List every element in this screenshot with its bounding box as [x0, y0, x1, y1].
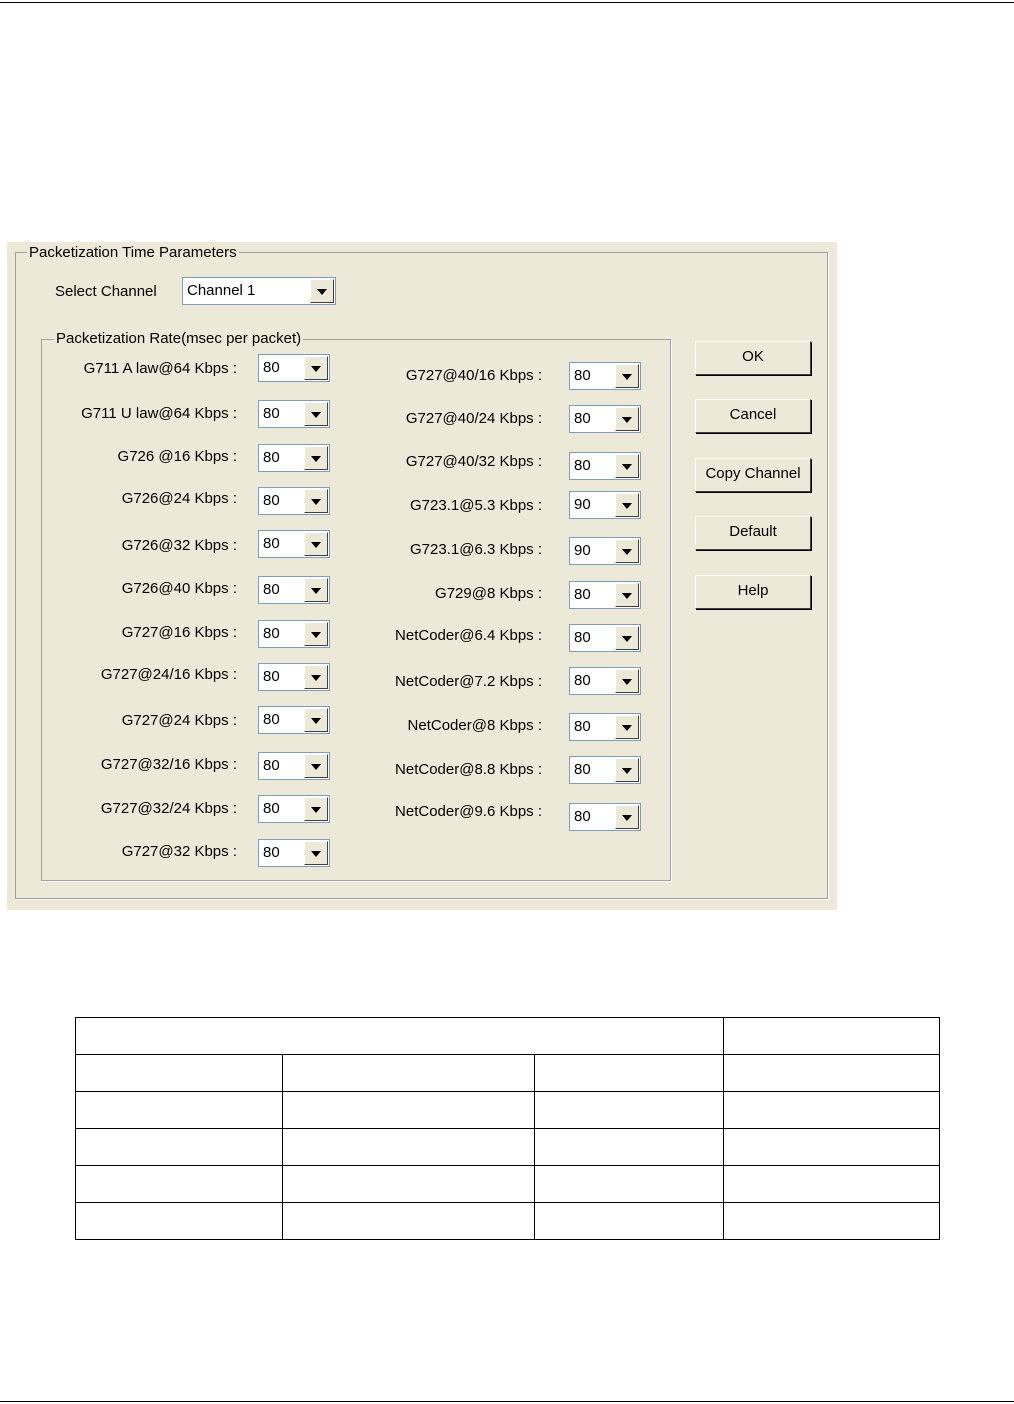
- chevron-down-icon[interactable]: [304, 665, 328, 689]
- packet-rate-value: 80: [574, 761, 591, 778]
- table-row: [76, 1055, 940, 1092]
- packet-rate-value: 80: [574, 808, 591, 825]
- help-button[interactable]: Help: [695, 575, 811, 609]
- table-row: [76, 1018, 940, 1055]
- packet-rate-value: 80: [574, 672, 591, 689]
- packet-rate-value: 80: [574, 410, 591, 427]
- select-channel-dropdown[interactable]: [182, 277, 336, 305]
- chevron-down-icon[interactable]: [304, 754, 328, 778]
- packet-rate-value: 80: [263, 492, 280, 509]
- table-cell: [76, 1166, 283, 1203]
- table-cell: [283, 1203, 535, 1240]
- codec-label: G727@32/16 Kbps :: [100, 756, 237, 773]
- codec-label: G726@40 Kbps :: [121, 580, 237, 597]
- default-button[interactable]: Default: [695, 516, 811, 550]
- chevron-down-icon[interactable]: [615, 539, 639, 563]
- chevron-down-icon[interactable]: [615, 454, 639, 478]
- select-channel-value: Channel 1: [187, 282, 256, 299]
- codec-label: G727@40/24 Kbps :: [405, 410, 542, 427]
- table-row: [76, 1203, 940, 1240]
- packet-rate-value: 90: [574, 496, 591, 513]
- codec-label: G727@24 Kbps :: [121, 712, 237, 729]
- codec-label: G727@32/24 Kbps :: [100, 800, 237, 817]
- packet-rate-dropdown[interactable]: [258, 576, 330, 604]
- codec-label: NetCoder@8.8 Kbps :: [395, 761, 542, 778]
- packet-rate-dropdown[interactable]: [569, 624, 641, 652]
- copy-channel-button[interactable]: Copy Channel: [695, 458, 811, 492]
- table-cell: [724, 1055, 940, 1092]
- chevron-down-icon[interactable]: [304, 532, 328, 556]
- packetization-dialog: [7, 242, 837, 910]
- codec-label: G727@24/16 Kbps :: [100, 666, 237, 683]
- packet-rate-value: 80: [263, 405, 280, 422]
- chevron-down-icon[interactable]: [304, 402, 328, 426]
- table-cell: [76, 1055, 283, 1092]
- codec-label: NetCoder@7.2 Kbps :: [395, 673, 542, 690]
- codec-label: NetCoder@9.6 Kbps :: [395, 803, 542, 820]
- chevron-down-icon[interactable]: [304, 578, 328, 602]
- packet-rate-dropdown[interactable]: [569, 667, 641, 695]
- chevron-down-icon[interactable]: [615, 669, 639, 693]
- packet-rate-dropdown[interactable]: [569, 452, 641, 480]
- packet-rate-dropdown[interactable]: [258, 444, 330, 472]
- chevron-down-icon[interactable]: [615, 583, 639, 607]
- codec-label: G727@16 Kbps :: [121, 624, 237, 641]
- packet-rate-dropdown[interactable]: [258, 752, 330, 780]
- table-row: [76, 1092, 940, 1129]
- packet-rate-dropdown[interactable]: [569, 756, 641, 784]
- packet-rate-value: 80: [263, 844, 280, 861]
- packet-rate-dropdown[interactable]: [258, 706, 330, 734]
- packet-rate-dropdown[interactable]: [569, 491, 641, 519]
- packet-rate-value: 80: [574, 629, 591, 646]
- codec-label: G723.1@6.3 Kbps :: [410, 541, 542, 558]
- chevron-down-icon[interactable]: [310, 279, 334, 303]
- table-cell: [724, 1018, 940, 1055]
- bottom-rule: [0, 1401, 1014, 1402]
- table-row: [76, 1166, 940, 1203]
- select-channel-label: Select Channel: [55, 283, 157, 300]
- packet-rate-value: 80: [263, 757, 280, 774]
- table-cell: [724, 1129, 940, 1166]
- packet-rate-dropdown[interactable]: [258, 487, 330, 515]
- table-cell: [283, 1055, 535, 1092]
- table-cell: [76, 1203, 283, 1240]
- codec-label: G727@32 Kbps :: [121, 843, 237, 860]
- empty-table: [75, 1017, 940, 1240]
- packet-rate-value: 80: [263, 711, 280, 728]
- packet-rate-dropdown[interactable]: [569, 537, 641, 565]
- table-cell: [724, 1092, 940, 1129]
- table-cell: [76, 1129, 283, 1166]
- packet-rate-value: 80: [574, 586, 591, 603]
- table-cell: [283, 1129, 535, 1166]
- packet-rate-value: 80: [574, 457, 591, 474]
- packet-rate-dropdown[interactable]: [569, 362, 641, 390]
- packet-rate-dropdown[interactable]: [258, 530, 330, 558]
- packet-rate-value: 80: [263, 625, 280, 642]
- codec-label: G723.1@5.3 Kbps :: [410, 497, 542, 514]
- codec-label: G726@32 Kbps :: [121, 537, 237, 554]
- packet-rate-value: 80: [263, 359, 280, 376]
- table-cell: [283, 1166, 535, 1203]
- packet-rate-dropdown[interactable]: [258, 400, 330, 428]
- table-cell: [76, 1092, 283, 1129]
- rate-group-title: Packetization Rate(msec per packet): [56, 330, 302, 347]
- table-cell: [724, 1166, 940, 1203]
- packet-rate-dropdown[interactable]: [258, 795, 330, 823]
- chevron-down-icon[interactable]: [304, 708, 328, 732]
- packet-rate-dropdown[interactable]: [258, 620, 330, 648]
- packet-rate-dropdown[interactable]: [258, 839, 330, 867]
- packet-rate-dropdown[interactable]: [569, 581, 641, 609]
- codec-label: NetCoder@6.4 Kbps :: [395, 627, 542, 644]
- table-cell: [283, 1092, 535, 1129]
- packet-rate-value: 80: [263, 668, 280, 685]
- codec-label: G726 @16 Kbps :: [117, 448, 237, 465]
- dialog-group-title: Packetization Time Parameters: [29, 244, 237, 261]
- packet-rate-dropdown[interactable]: [569, 803, 641, 831]
- chevron-down-icon[interactable]: [304, 356, 328, 380]
- packet-rate-dropdown[interactable]: [569, 713, 641, 741]
- top-rule: [0, 2, 1014, 3]
- chevron-down-icon[interactable]: [615, 758, 639, 782]
- codec-label: G727@40/16 Kbps :: [405, 367, 542, 384]
- chevron-down-icon[interactable]: [615, 493, 639, 517]
- table-row: [76, 1129, 940, 1166]
- chevron-down-icon[interactable]: [304, 841, 328, 865]
- table-cell: [76, 1018, 724, 1055]
- packet-rate-value: 80: [263, 800, 280, 817]
- codec-label: NetCoder@8 Kbps :: [407, 717, 542, 734]
- chevron-down-icon[interactable]: [304, 489, 328, 513]
- chevron-down-icon[interactable]: [615, 626, 639, 650]
- table-cell: [535, 1203, 724, 1240]
- table-cell: [724, 1203, 940, 1240]
- table-cell: [535, 1129, 724, 1166]
- chevron-down-icon[interactable]: [615, 364, 639, 388]
- packet-rate-value: 80: [263, 535, 280, 552]
- chevron-down-icon[interactable]: [304, 622, 328, 646]
- packet-rate-value: 80: [574, 718, 591, 735]
- packet-rate-value: 80: [263, 581, 280, 598]
- table-cell: [535, 1055, 724, 1092]
- packet-rate-value: 80: [574, 367, 591, 384]
- codec-label: G727@40/32 Kbps :: [405, 453, 542, 470]
- chevron-down-icon[interactable]: [615, 715, 639, 739]
- table-cell: [535, 1166, 724, 1203]
- chevron-down-icon[interactable]: [304, 446, 328, 470]
- packet-rate-dropdown[interactable]: [569, 405, 641, 433]
- ok-button[interactable]: OK: [695, 341, 811, 375]
- codec-label: G711 A law@64 Kbps :: [83, 360, 237, 377]
- chevron-down-icon[interactable]: [304, 797, 328, 821]
- cancel-button[interactable]: Cancel: [695, 399, 811, 433]
- packet-rate-dropdown[interactable]: [258, 354, 330, 382]
- packet-rate-value: 80: [263, 449, 280, 466]
- packet-rate-value: 90: [574, 542, 591, 559]
- codec-label: G729@8 Kbps :: [435, 585, 542, 602]
- codec-label: G726@24 Kbps :: [121, 490, 237, 507]
- packet-rate-dropdown[interactable]: [258, 663, 330, 691]
- table-cell: [535, 1092, 724, 1129]
- codec-label: G711 U law@64 Kbps :: [81, 405, 237, 422]
- chevron-down-icon[interactable]: [615, 805, 639, 829]
- chevron-down-icon[interactable]: [615, 407, 639, 431]
